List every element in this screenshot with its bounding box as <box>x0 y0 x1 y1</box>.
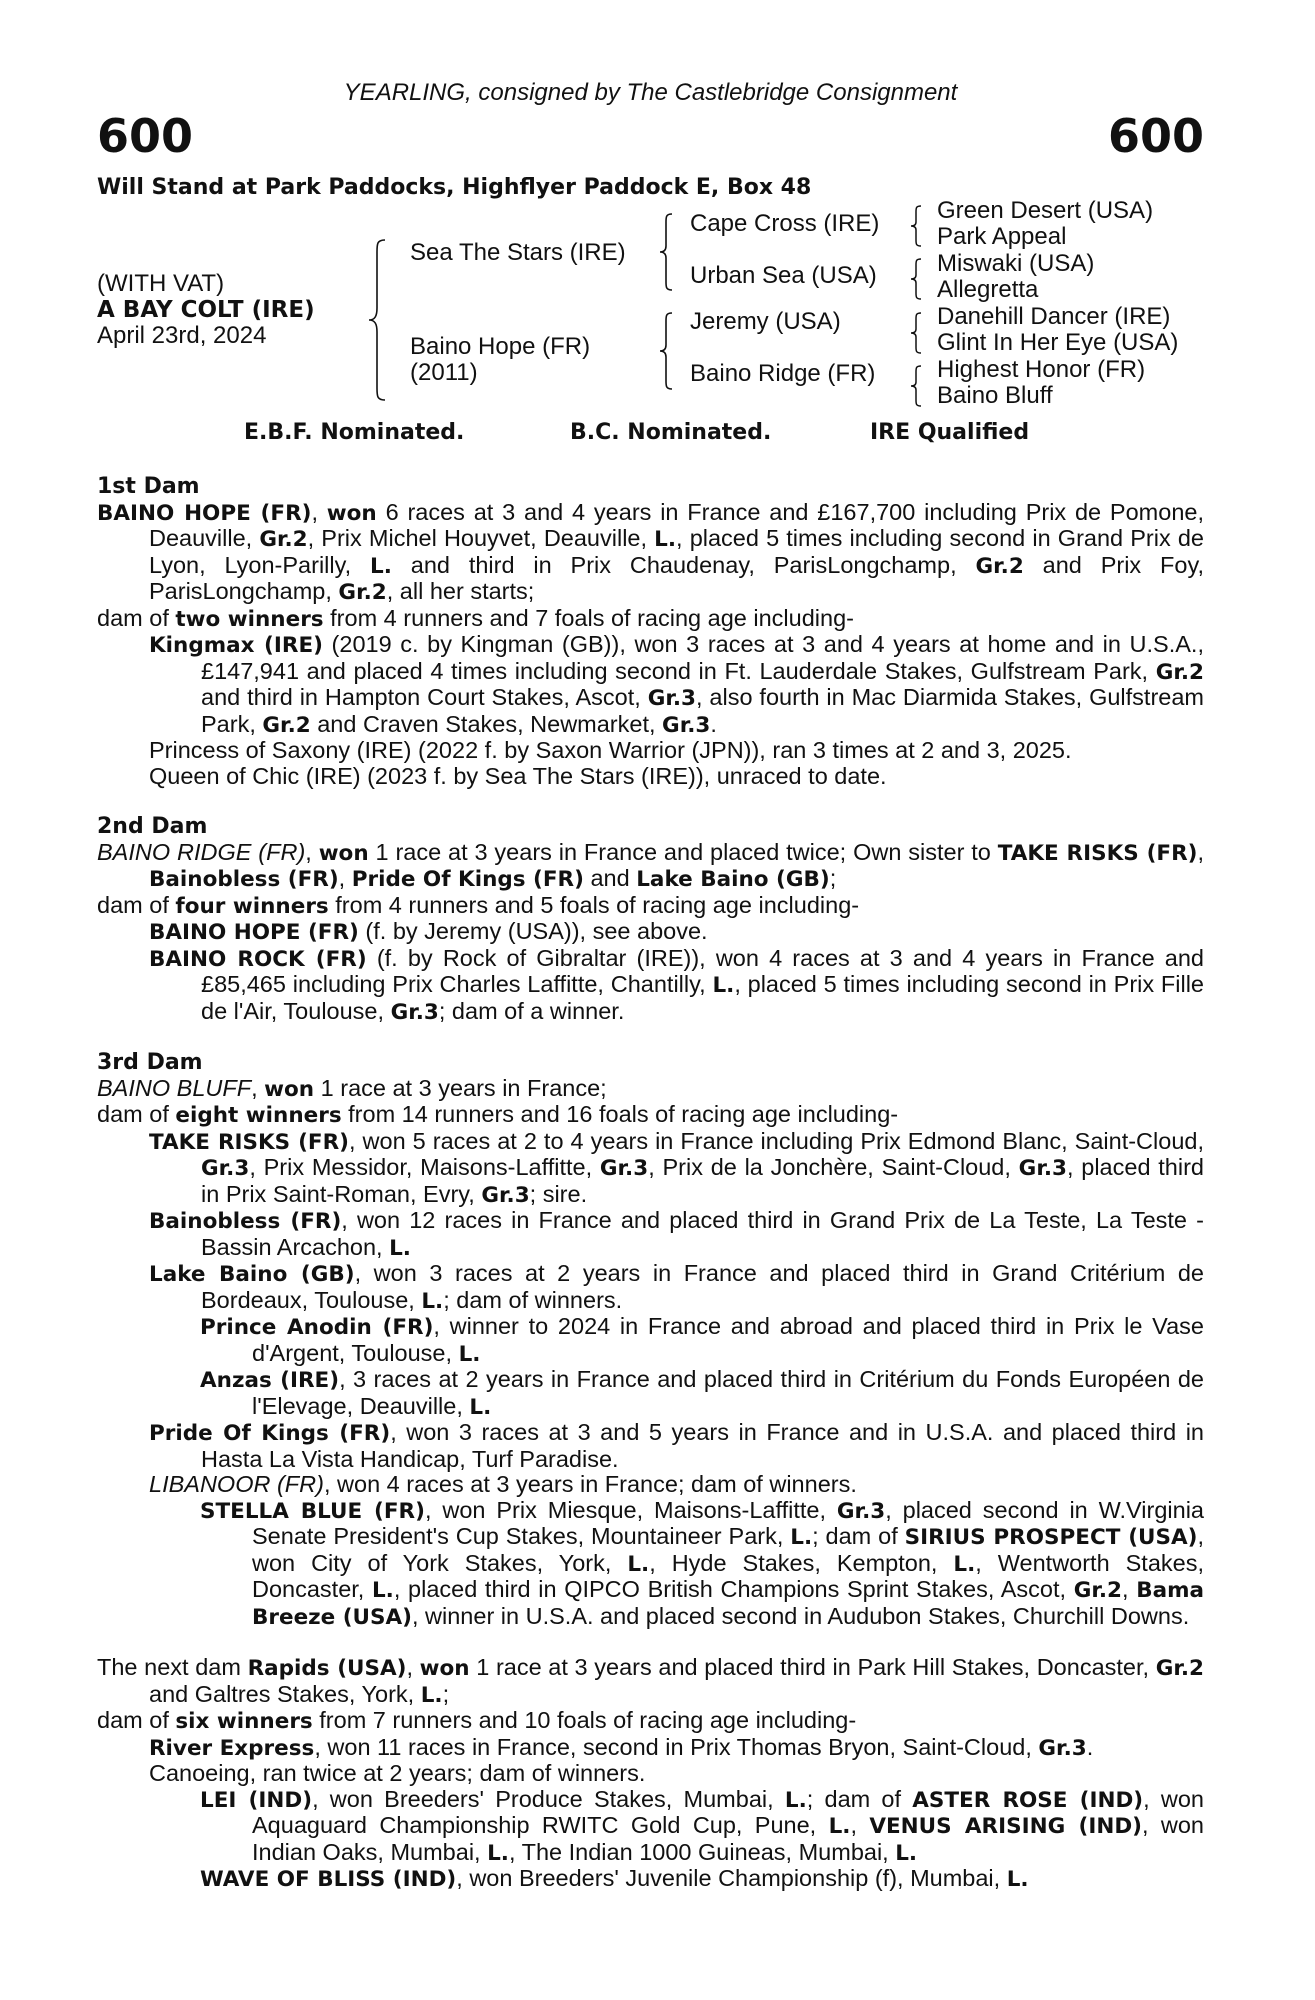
sire-name: Sea The Stars (IRE) <box>410 239 626 266</box>
dam-section-3 <box>97 1050 1204 1630</box>
next-dam-produce-summary: dam of six winners from 7 runners and 10 foals of racing age including- <box>97 1707 857 1734</box>
next-dam-offspring-canoeing: Canoeing, ran twice at 2 years; dam of winners. <box>149 1760 646 1786</box>
lot-number-right: 600 <box>1107 109 1204 163</box>
dam3-record: BAINO BLUFF, won 1 race at 3 years in France; <box>97 1074 607 1102</box>
dam3-grandoffspring-stella-blue: STELLA BLUE (FR), won Prix Miesque, Maisons-Laffitte, Gr.3, placed second in W.Virginia Senate President's Cup Stakes, Mountaineer Park, L.; dam of SIRIUS PROSPECT (USA), won City of York Stakes, York, L., Hyde Stakes, Kempton, L., Wentworth Stakes, Doncaster, L., placed third in QIPCO British Champions Sprint Stakes, Ascot, Gr.2, Bama Breeze (USA), winner in U.S.A. and placed second in Audubon Stakes, Churchill Downs. <box>200 1496 1204 1630</box>
dam1-produce-summary: dam of two winners from 4 runners and 7 foals of racing age including- <box>97 604 854 632</box>
dam-section-2 <box>97 814 1204 1025</box>
dam1-offspring-queen: Queen of Chic (IRE) (2023 f. by Sea The Stars (IRE)), unraced to date. <box>149 762 887 789</box>
dam1-offspring-princess: Princess of Saxony (IRE) (2022 f. by Saxon Warrior (JPN)), ran 3 times at 2 and 3, 2025. <box>149 737 1072 763</box>
dam-sire: Jeremy (USA) <box>690 308 841 335</box>
ancestor-baino-bluff: Baino Bluff <box>937 382 1053 409</box>
ebf-nominated: E.B.F. Nominated. <box>244 420 465 445</box>
ancestor-park-appeal: Park Appeal <box>937 223 1067 250</box>
dam2-offspring-baino-rock: BAINO ROCK (FR) (f. by Rock of Gibraltar (IRE)), won 4 races at 3 and 4 years in France and £85,465 including Prix Charles Laffitte, Chantilly, L., placed 5 times including second in Prix Fille de l'Air, Toulouse, Gr.3; dam of a winner. <box>149 944 1204 1025</box>
pedigree-brace-g2 <box>909 257 923 301</box>
dam3-offspring-bainobless: Bainobless (FR), won 12 races in France and placed third in Grand Prix de La Teste, La Teste - Bassin Arcachon, L. <box>149 1207 1204 1261</box>
consignor-subtitle: YEARLING, consigned by The Castlebridge Consignment <box>343 79 958 106</box>
bc-nominated: B.C. Nominated. <box>570 420 772 445</box>
nominations-row <box>97 412 1204 452</box>
next-dam-grandoffspring-lei: LEI (IND), won Breeders' Produce Stakes, Mumbai, L.; dam of ASTER ROSE (IND), won Aquaguard Championship RWITC Gold Cup, Pune, L., VENUS ARISING (IND), won Indian Oaks, Mumbai, L., The Indian 1000 Guineas, Mumbai, L. <box>200 1785 1205 1866</box>
ancestor-highest-honor: Highest Honor (FR) <box>937 356 1146 383</box>
pedigree-brace-sire <box>658 212 674 292</box>
stand-location: Will Stand at Park Paddocks, Highflyer Paddock E, Box 48 <box>97 175 812 200</box>
dam1-offspring-kingmax: Kingmax (IRE) (2019 c. by Kingman (GB)), won 3 races at 3 and 4 years at home and in U.S.A., £147,941 and placed 4 times including second in Ft. Lauderdale Stakes, Gulfstream Park, Gr.2 and third in Hampton Court Stakes, Ascot, Gr.3, also fourth in Mac Diarmida Stakes, Gulfstream Park, Gr.2 and Craven Stakes, Newmarket, Gr.3. <box>149 631 1204 738</box>
pedigree-brace-g3 <box>909 311 923 355</box>
next-dam-section <box>97 1655 1204 1893</box>
lot-number-left: 600 <box>97 109 194 163</box>
lot-number-row <box>97 108 1204 164</box>
dam3-offspring-pride-of-kings: Pride Of Kings (FR), won 3 races at 3 and 5 years in France and in U.S.A. and placed third in Hasta La Vista Handicap, Turf Paradise. <box>149 1419 1204 1472</box>
dam3-grandoffspring-prince-anodin: Prince Anodin (FR), winner to 2024 in France and abroad and placed third in Prix le Vase d'Argent, Toulouse, L. <box>200 1313 1204 1367</box>
dam2-record: BAINO RIDGE (FR), won 1 race at 3 years in France and placed twice; Own sister to TAKE RISKS (FR), Bainobless (FR), Pride Of Kings (FR) and Lake Baino (GB); <box>97 838 1204 892</box>
dam1-record: BAINO HOPE (FR), won 6 races at 3 and 4 years in France and £167,700 including Prix de Pomone, Deauville, Gr.2, Prix Michel Houyvet, Deauville, L., placed 5 times including second in Grand Prix de Lyon, Lyon-Parilly, L. and third in Prix Chaudenay, ParisLongchamp, Gr.2 and Prix Foy, ParisLongchamp, Gr.2, all her starts; <box>97 498 1204 605</box>
foaling-date: April 23rd, 2024 <box>97 322 267 349</box>
sire-sire: Cape Cross (IRE) <box>690 210 880 237</box>
pedigree-brace-main <box>367 238 387 402</box>
dam3-offspring-libanoor: LIBANOOR (FR), won 4 races at 3 years in France; dam of winners. <box>149 1471 857 1497</box>
dam3-offspring-take-risks: TAKE RISKS (FR), won 5 races at 2 to 4 years in France including Prix Edmond Blanc, Saint-Cloud, Gr.3, Prix Messidor, Maisons-Laffitte, Gr.3, Prix de la Jonchère, Saint-Cloud, Gr.3, placed third in Prix Saint-Roman, Evry, Gr.3; sire. <box>149 1127 1204 1208</box>
dam2-produce-summary: dam of four winners from 4 runners and 5 foals of racing age including- <box>97 891 860 919</box>
dam-section-1 <box>97 474 1204 789</box>
ancestor-miswaki: Miswaki (USA) <box>937 250 1095 277</box>
dam3-produce-summary: dam of eight winners from 14 runners and 16 foals of racing age including- <box>97 1101 899 1128</box>
next-dam-record: The next dam Rapids (USA), won 1 race at 3 years and placed third in Park Hill Stakes, Doncaster, Gr.2 and Galtres Stakes, York, L.; <box>97 1654 1205 1708</box>
horse-name: A BAY COLT (IRE) <box>97 297 315 323</box>
dam-heading-1: 1st Dam <box>97 474 200 499</box>
ancestor-glint-in-her-eye: Glint In Her Eye (USA) <box>937 329 1179 356</box>
next-dam-offspring-river-express: River Express, won 11 races in France, second in Prix Thomas Bryon, Saint-Cloud, Gr.3. <box>149 1733 1094 1761</box>
sire-dam: Urban Sea (USA) <box>690 262 877 289</box>
vat-note: (WITH VAT) <box>97 270 225 297</box>
dam3-offspring-lake-baino: Lake Baino (GB), won 3 races at 2 years in France and placed third in Grand Critérium de Bordeaux, Toulouse, L.; dam of winners. <box>149 1260 1205 1314</box>
ancestor-danehill-dancer: Danehill Dancer (IRE) <box>937 303 1171 330</box>
pedigree-brace-dam <box>658 311 674 391</box>
pedigree-brace-g4 <box>909 364 923 408</box>
ire-qualified: IRE Qualified <box>870 420 1030 445</box>
ancestor-green-desert: Green Desert (USA) <box>937 197 1154 224</box>
dam-year: (2011) <box>410 359 478 386</box>
next-dam-grandoffspring-wave-of-bliss: WAVE OF BLISS (IND), won Breeders' Juvenile Championship (f), Mumbai, L. <box>200 1865 1029 1892</box>
dam2-offspring-baino-hope: BAINO HOPE (FR) (f. by Jeremy (USA)), see above. <box>149 918 708 945</box>
dam3-grandoffspring-anzas: Anzas (IRE), 3 races at 2 years in France and placed third in Critérium du Fonds Européen de l'Elevage, Deauville, L. <box>200 1366 1204 1420</box>
catalogue-page <box>97 78 1204 1893</box>
pedigree-brace-g1 <box>909 204 923 248</box>
dam-heading-3: 3rd Dam <box>97 1050 203 1075</box>
dam-heading-2: 2nd Dam <box>97 814 208 839</box>
dam-name: Baino Hope (FR) <box>410 333 591 360</box>
pedigree-table <box>97 197 1204 412</box>
ancestor-allegretta: Allegretta <box>937 276 1039 303</box>
dam-dam: Baino Ridge (FR) <box>690 360 876 387</box>
